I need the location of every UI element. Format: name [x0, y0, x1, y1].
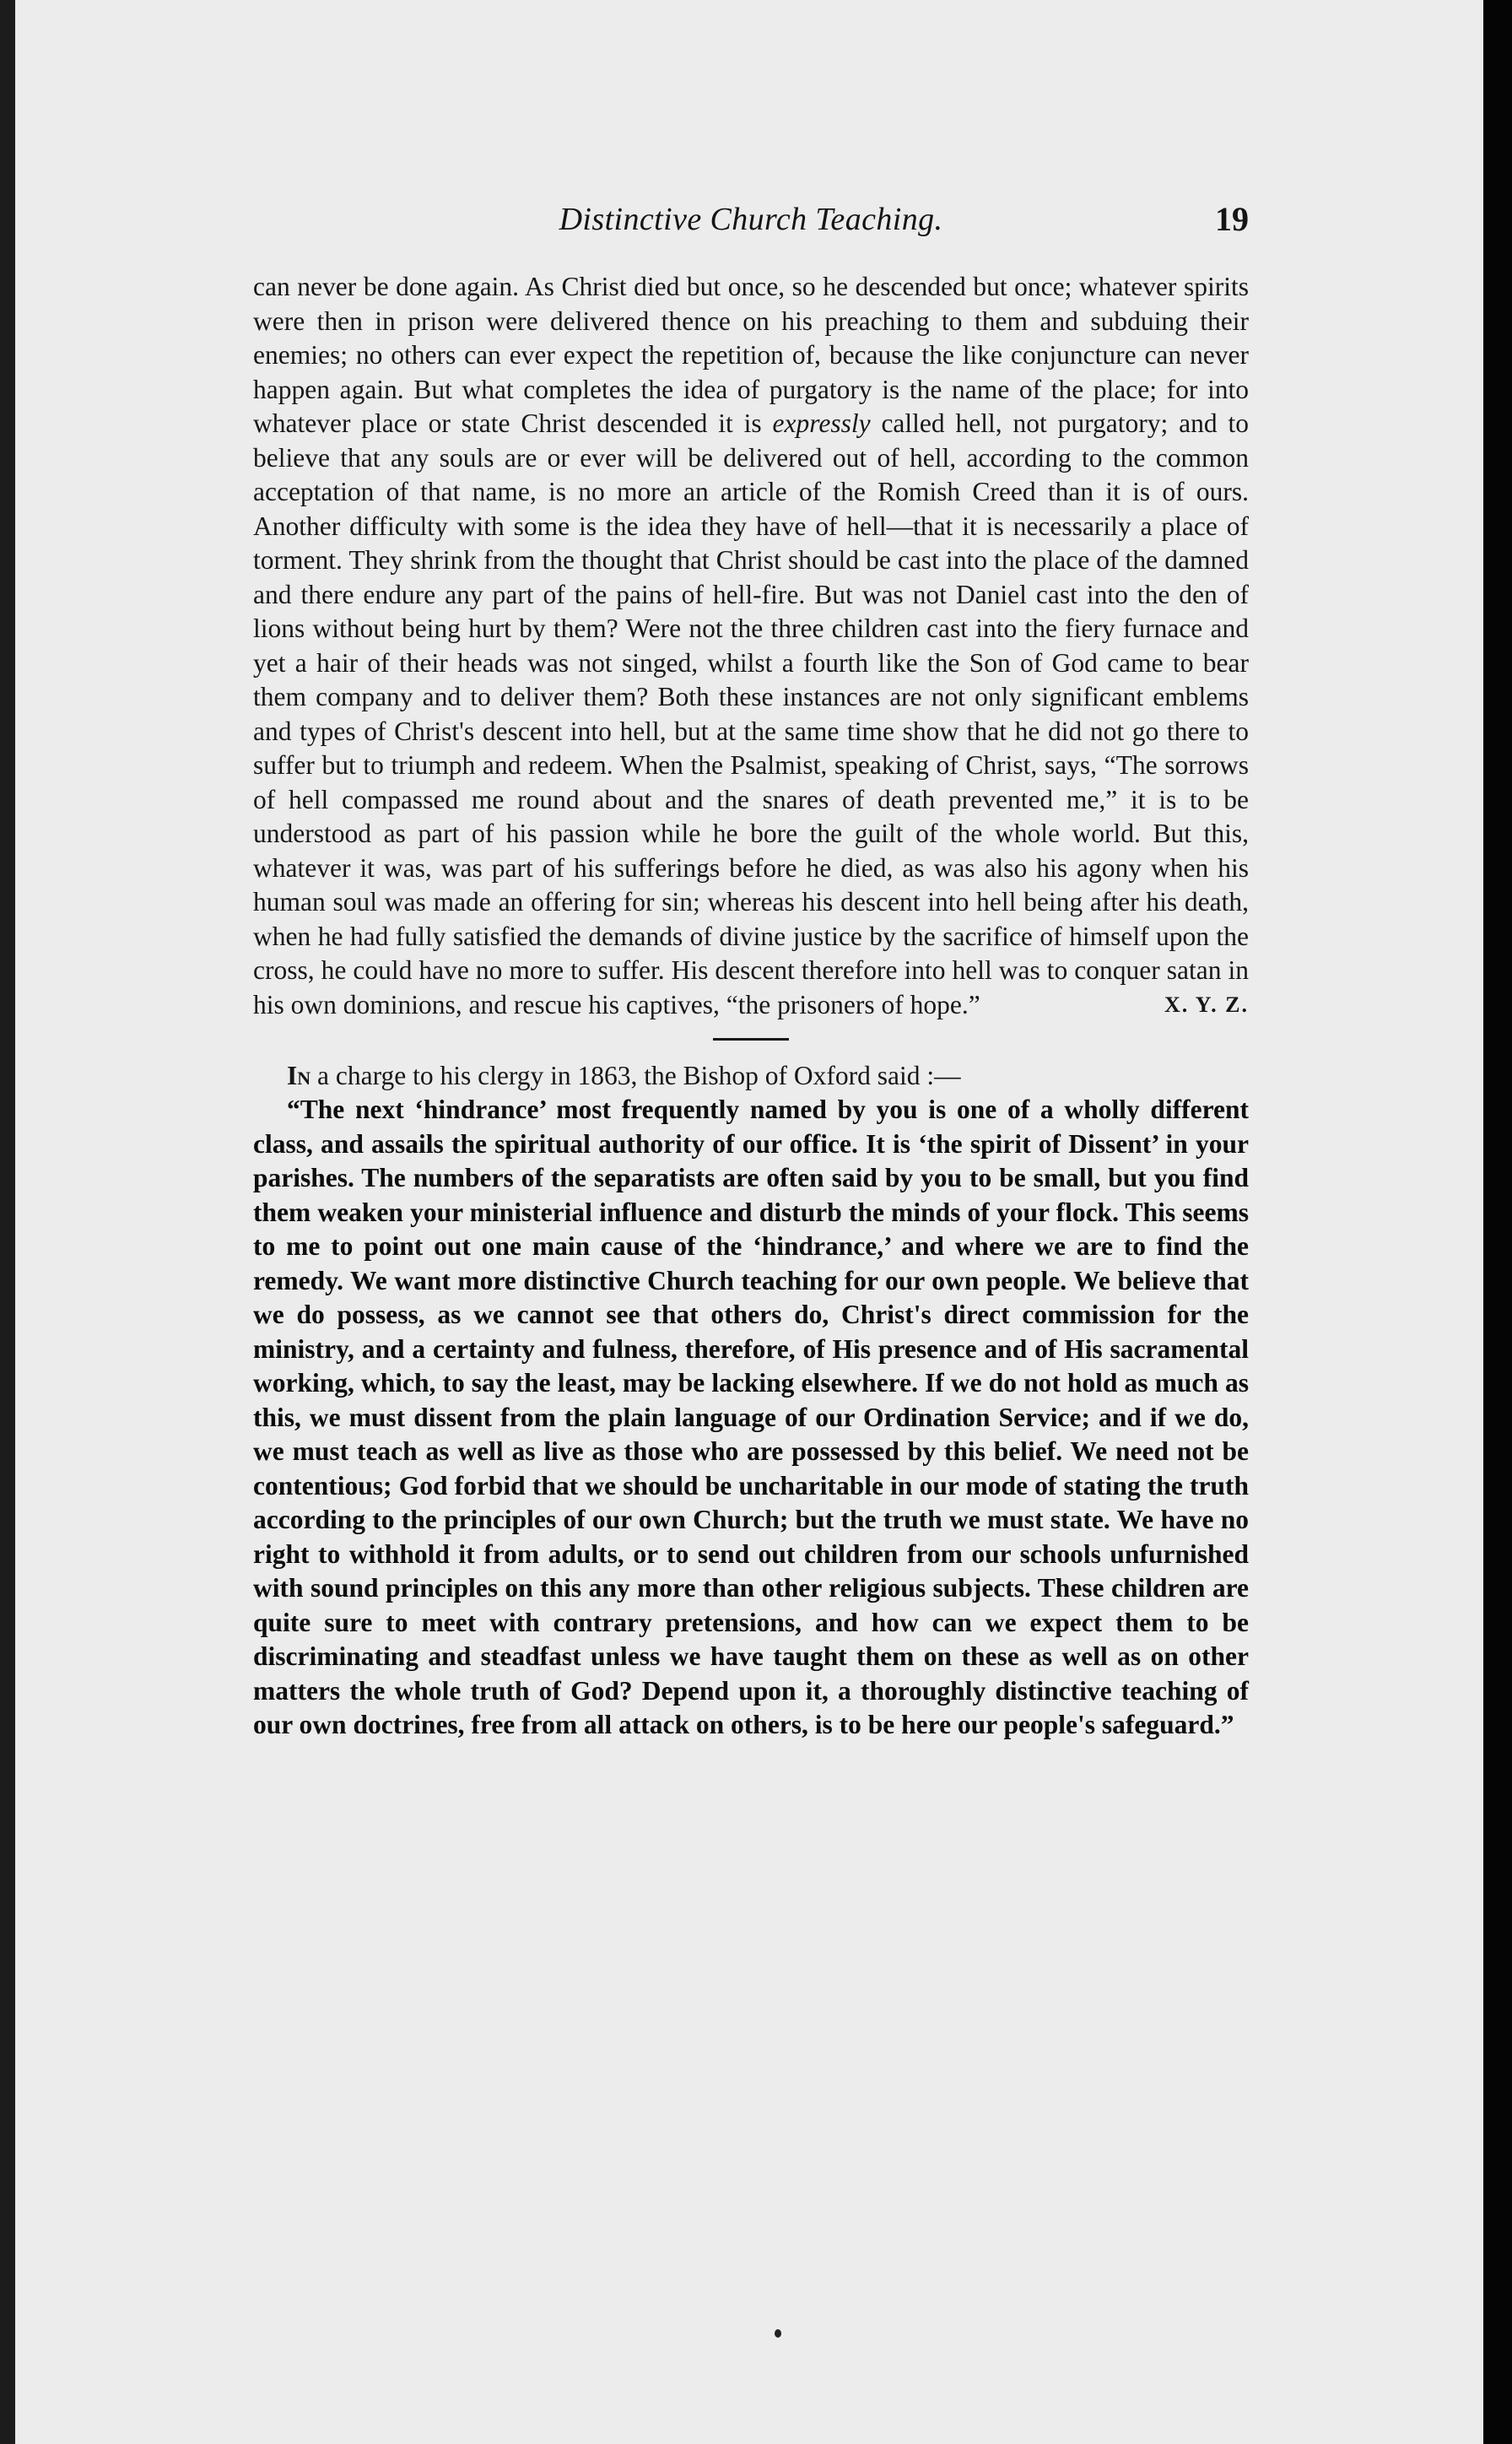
article-text-continued: called hell, not purgatory; and to believe that any souls are or ever will be delivered out of hell, according to the common acceptation of that name, is no more an article of the Romish Creed than it is of ours. Another difficulty with some is the idea they have of hell—that it is necessarily a place of torment. They shrink from the thought that Christ should be cast into the place of the damned and there endure any part of the pains of hell-fire. But was not Daniel cast into the den of lions without being hurt by them? Were not the three children cast into the fiery furnace and yet a hair of their heads was not singed, whilst a fourth like the Son of God came to bear them company and to deliver them? Both these instances are not only significant emblems and types of Christ's descent into hell, but at the same time show that he did not go there to suffer but to triumph and redeem. When the Psalmist, speaking of Christ, says, “The sorrows of hell compassed me round about and the snares of death prevented me,” it is to be understood as part of his passion while he bore the guilt of the whole world. But this, whatever it was, was part of his sufferings before he died, as was also his agony when his human soul was made an offering for sin; whereas his descent into hell being after his death, when he had fully satisfied the demands of divine justice by the sacrifice of himself upon the cross, he could have no more to suffer. His descent therefore into hell was to conquer satan in his own dominions, and rescue his captives, “the prisoners of hope.” [253, 408, 1249, 1019]
ink-speck [775, 2329, 781, 2338]
section-divider [713, 1038, 789, 1041]
article-signature: X. Y. Z. [1164, 992, 1249, 1017]
article-paragraph [253, 270, 1249, 1022]
running-title: Distinctive Church Teaching. [559, 202, 943, 237]
scan-right-edge [1483, 0, 1512, 2444]
page-number: 19 [1215, 200, 1249, 238]
page-body [253, 270, 1249, 1743]
charge-intro [253, 1059, 1249, 1094]
article-text-start: can never be done again. As Christ died but once, so he descended but once; whatever spirits were then in prison were delivered thence on his preaching to them and subduing their enemies; no others can ever expect the repetition of, because the like conjuncture can never happen again. But what completes the idea of purgatory is the name of the place; for into whatever place or state Christ descended it is [253, 272, 1249, 438]
charge-lead-word: In [287, 1060, 311, 1090]
charge-intro-text: a charge to his clergy in 1863, the Bishop of Oxford said :— [310, 1060, 961, 1090]
emphasis-word: expressly [772, 408, 871, 438]
bishop-quotation: “The next ‘hindrance’ most frequently named by you is one of a wholly different class, and assails the spiritual authority of our office. It is ‘the spirit of Dissent’ in your parishes. The numbers of the separatists are often said by you to be small, but you find them weaken your ministerial influence and disturb the minds of your flock. This seems to me to point out one main cause of the ‘hindrance,’ and where we are to find the remedy. We want more distinctive Church teaching for our own people. We believe that we do possess, as we cannot see that others do, Christ's direct commission for the ministry, and a certainty and fulness, therefore, of His presence and of His sacramental working, which, to say the least, may be lacking elsewhere. If we do not hold as much as this, we must dissent from the plain language of our Ordination Service; and if we do, we must teach as well as live as those who are possessed by this belief. We need not be contentious; God forbid that we should be uncharitable in our mode of stating the truth according to the principles of our own Church; but the truth we must state. We have no right to withhold it from adults, or to send out children from our schools unfurnished with sound principles on this any more than other religious subjects. These children are quite sure to meet with contrary pretensions, and how can we expect them to be discriminating and steadfast unless we have taught them on these as well as on other matters the whole truth of God? Depend upon it, a thoroughly distinctive teaching of our own doctrines, free from all attack on others, is to be here our people's safeguard.” [253, 1095, 1249, 1739]
scan-left-edge [0, 0, 15, 2444]
book-page [15, 0, 1483, 2444]
page-header [253, 201, 1249, 251]
